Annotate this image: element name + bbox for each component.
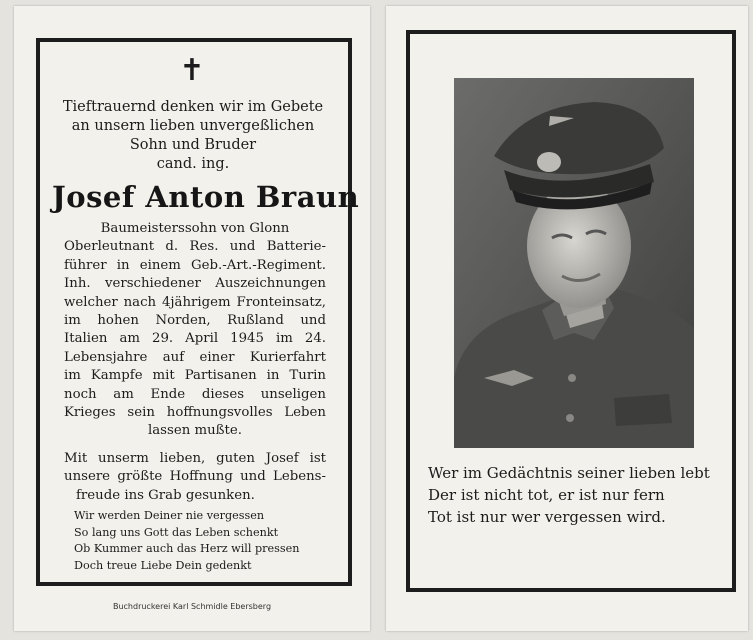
intro-line: cand. ing. [156, 156, 230, 172]
body-line: im Kampfe mit Partisanen in Turin [64, 368, 326, 384]
portrait-photo [454, 78, 694, 448]
intro-line: Sohn und Bruder [129, 137, 257, 153]
verse-line: Doch treue Liebe Dein gedenkt [74, 558, 252, 572]
biography-text [64, 220, 326, 441]
closing-line: freude ins Grab gesunken. [76, 487, 255, 503]
memorial-motto [428, 462, 718, 528]
motto-line: Wer im Gedächtnis seiner lieben lebt [428, 464, 710, 482]
intro-line: Tieftrauernd denken wir im Gebete [62, 99, 324, 115]
body-line: führer in einem Geb.-Art.-Regiment. [64, 257, 326, 273]
body-line: welcher nach 4jährigem Fronteinsatz, [64, 294, 326, 310]
deceased-name: Josef Anton Braun [52, 180, 360, 214]
body-line: Baumeisterssohn von Glonn [100, 221, 290, 236]
printer-imprint: Buchdruckerei Karl Schmidle Ebersberg [112, 602, 272, 611]
memorial-verse [74, 508, 324, 574]
closing-line: Mit unserm lieben, guten Josef ist [64, 451, 326, 466]
motto-line: Der ist nicht tot, er ist nur fern [428, 486, 665, 504]
body-line: im hohen Norden, Rußland und [64, 313, 326, 329]
intro-line: an unsern lieben unvergeßlichen [71, 118, 315, 134]
body-line: lassen mußte. [148, 423, 242, 439]
memorial-card-photo-side [386, 6, 748, 631]
body-line: Oberleutnant d. Res. und Batterie- [64, 239, 326, 255]
body-line: Inh. verschiedener Auszeichnungen [64, 276, 326, 292]
memorial-card-text-side [14, 6, 370, 631]
verse-line: So lang uns Gott das Leben schenkt [74, 525, 279, 539]
closing-text [64, 450, 326, 505]
body-line: Krieges sein hoffnungsvolles Leben [64, 405, 326, 421]
body-line: Lebensjahre auf einer Kurierfahrt [64, 349, 326, 365]
body-line: noch am Ende dieses unseligen [64, 386, 326, 402]
verse-line: Wir werden Deiner nie vergessen [74, 509, 265, 522]
cross-icon: ✝ [179, 53, 205, 88]
body-line: Italien am 29. April 1945 im 24. [64, 331, 326, 347]
portrait-illustration [454, 78, 694, 448]
intro-text [52, 98, 334, 174]
verse-line: Ob Kummer auch das Herz will pressen [74, 542, 300, 555]
closing-line: unsere größte Hoffnung und Lebens- [64, 469, 326, 485]
motto-line: Tot ist nur wer vergessen wird. [428, 508, 666, 526]
